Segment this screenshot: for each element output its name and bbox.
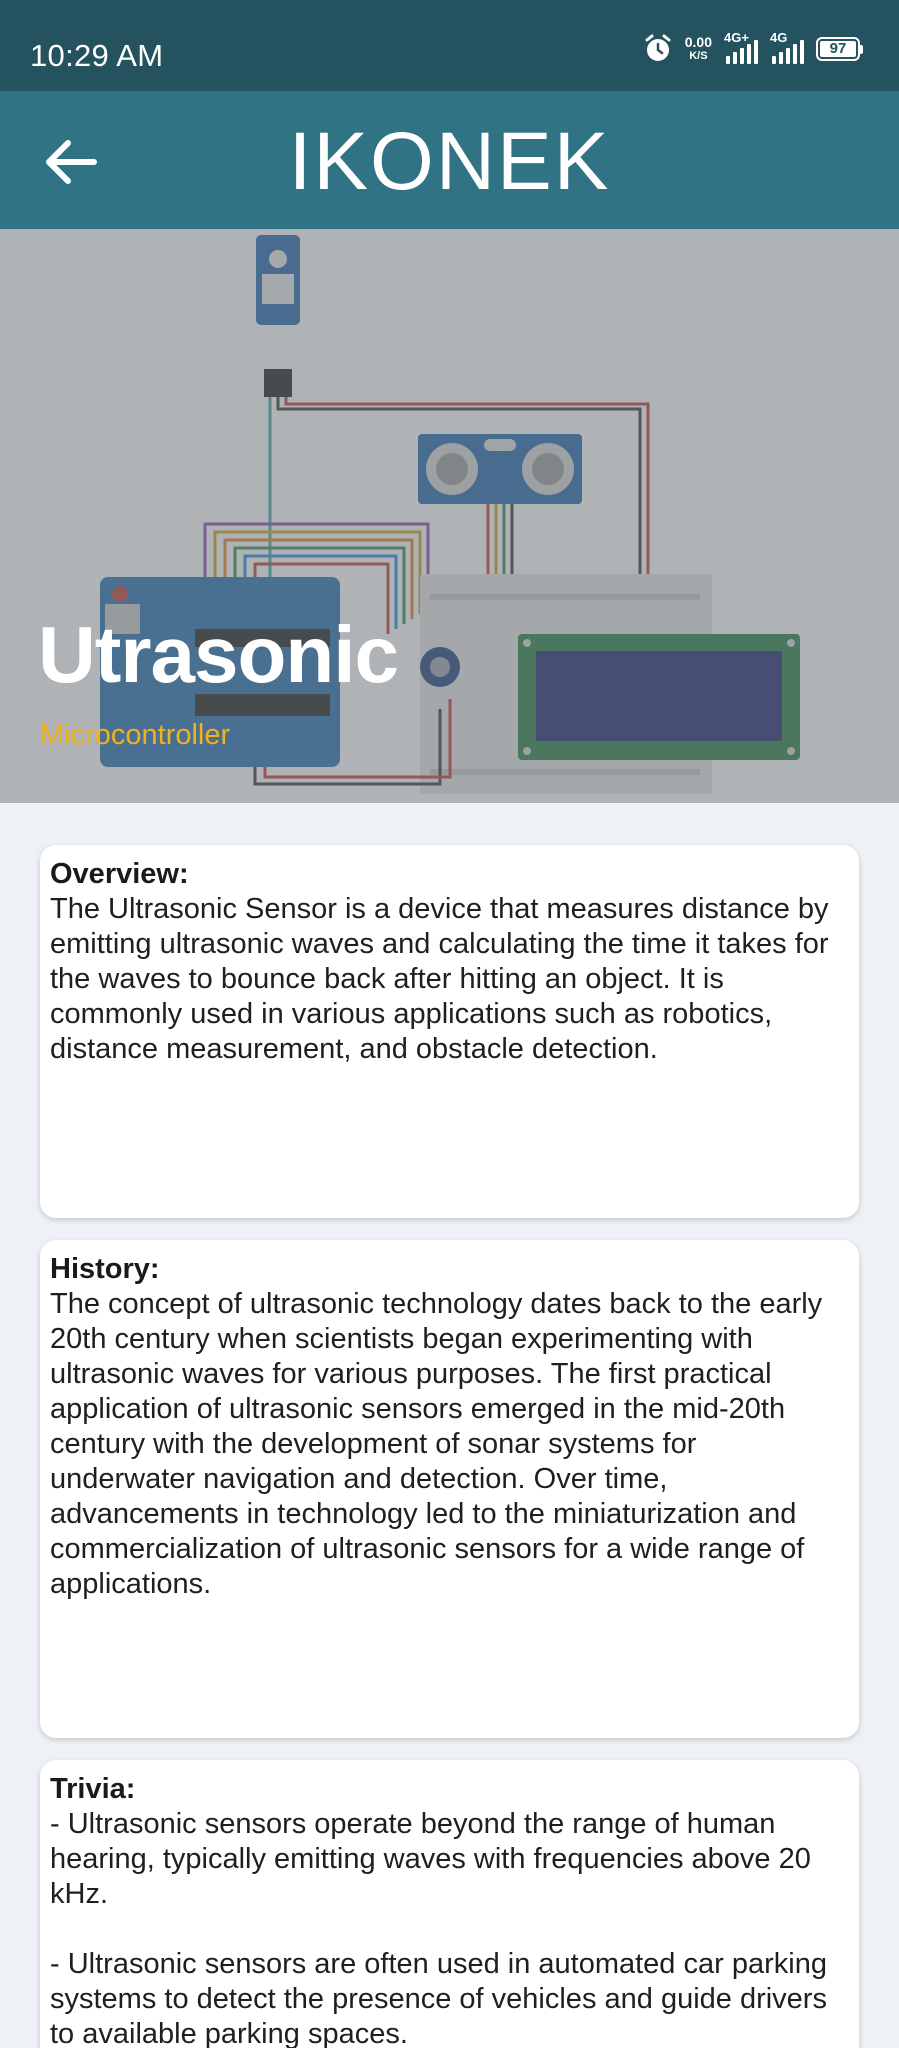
signal-bar <box>793 44 797 64</box>
overview-card <box>40 845 859 1218</box>
status-bar <box>0 0 899 91</box>
trivia-card <box>40 1760 859 2048</box>
signal-bar <box>786 48 790 64</box>
hero-overlay <box>0 229 899 803</box>
battery-icon <box>816 37 863 61</box>
signal-bar <box>726 56 730 64</box>
battery-body <box>816 37 860 61</box>
sim2-network-type: 4G <box>770 30 788 45</box>
hero-banner <box>0 229 899 803</box>
trivia-heading: Trivia: <box>50 1773 136 1805</box>
trivia-text: - Ultrasonic sensors operate beyond the range of human hearing, typically emitting waves with frequencies above 20 kHz. - Ultrasonic sensors are often used in automated car parking systems to detect the presence of vehicles and guide drivers to available parking spaces. <box>50 1808 827 2048</box>
overview-heading: Overview: <box>50 858 189 890</box>
status-time: 10:29 AM <box>30 38 164 73</box>
alarm-clock-icon <box>643 34 673 64</box>
history-heading: History: <box>50 1253 160 1285</box>
network-speed <box>685 35 712 63</box>
sim1-signal-icon <box>724 30 758 64</box>
network-speed-value: 0.00 <box>684 34 712 50</box>
status-icons <box>643 30 863 64</box>
sim2-signal-icon <box>770 30 804 64</box>
overview-text: The Ultrasonic Sensor is a device that measures distance by emitting ultrasonic waves and calculating the time it takes for the waves to bounce back after hitting an object. It is commonly used in various applications such as robotics, distance measurement, and obstacle detection. <box>50 893 829 1065</box>
app-bar <box>0 91 899 229</box>
sim1-network-type: 4G+ <box>724 30 749 45</box>
signal-bar <box>800 40 804 64</box>
signal-bar <box>754 40 758 64</box>
component-category: Microcontroller <box>40 719 231 751</box>
signal-bar <box>772 56 776 64</box>
signal-bar <box>733 52 737 64</box>
signal-bar <box>740 48 744 64</box>
network-speed-unit: K/S <box>689 50 708 62</box>
battery-level: 97 <box>820 41 856 57</box>
component-title: Utrasonic <box>38 610 398 699</box>
battery-tip <box>860 45 863 54</box>
signal-bar <box>747 44 751 64</box>
app-title: IKONEK <box>288 116 611 207</box>
signal-bar <box>779 52 783 64</box>
history-card <box>40 1240 859 1738</box>
history-text: The concept of ultrasonic technology dates back to the early 20th century when scientists began experimenting with ultrasonic waves for various purposes. The first practical application of ultrasonic sensors emerged in the mid-20th century with the development of sonar systems for underwater navigation and detection. Over time, advancements in technology led to the miniaturization and commercialization of ultrasonic sensors for a wide range of applications. <box>50 1288 823 1600</box>
